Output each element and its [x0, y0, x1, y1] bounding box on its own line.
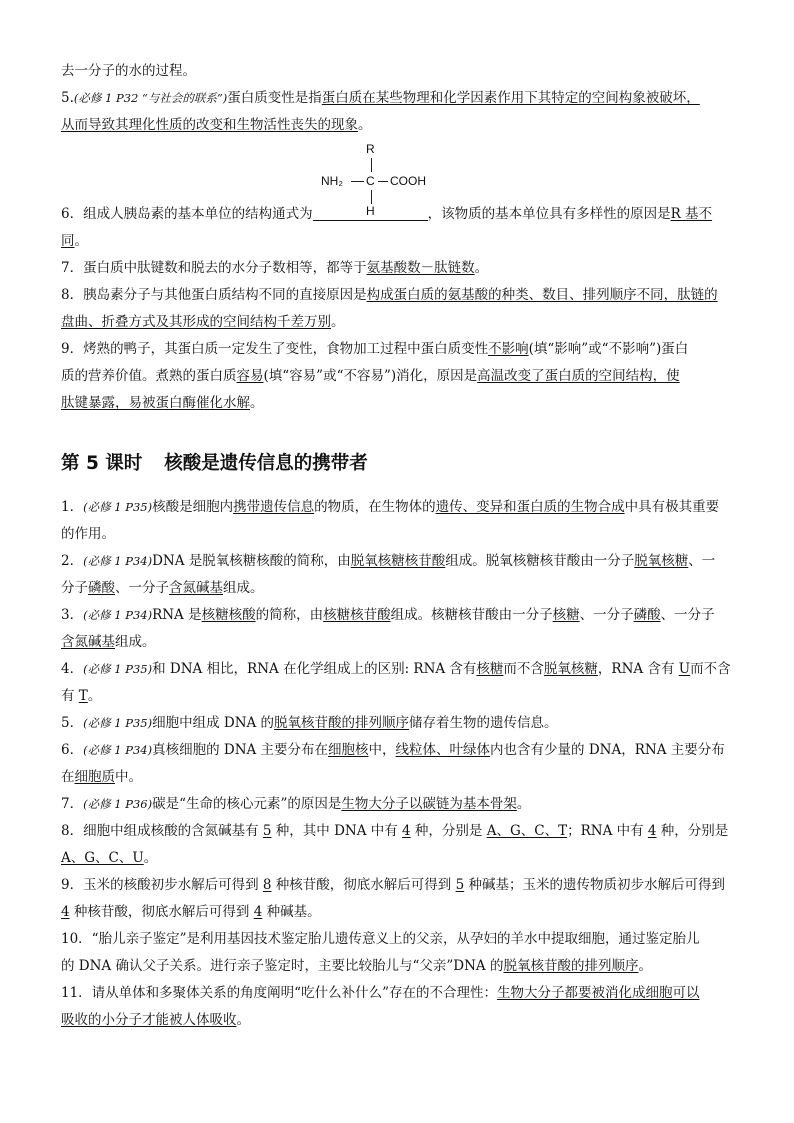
- underlined-answer: 从而导致其理化性质的改变和生物活性丧失的现象: [61, 117, 358, 133]
- item-8-bases-cont: [61, 849, 741, 867]
- underlined-answer: 5: [455, 877, 465, 893]
- textbook-reference: (必修 1 P34): [83, 554, 153, 568]
- bond-line: [371, 190, 372, 204]
- text-span: 6．: [61, 742, 84, 758]
- item-4: [61, 660, 741, 678]
- text-span: 真核细胞的 DNA 主要分布在: [152, 742, 329, 758]
- item-11-eat-what: [61, 984, 741, 1002]
- item-9-corn-cont: [61, 903, 741, 921]
- text-span: 组成。核糖核苷酸由一分子: [390, 607, 553, 623]
- text-span: 去一分子的水的过程。: [61, 63, 196, 79]
- text-span: R: [366, 142, 375, 156]
- underlined-answer: 含氮碱基: [169, 580, 223, 596]
- underlined-answer: 核糖: [476, 661, 504, 677]
- underlined-answer: 同: [61, 233, 75, 249]
- text-span: COOH: [390, 174, 426, 188]
- text-span: 蛋白质变性是指: [227, 90, 322, 106]
- text-span: H: [366, 204, 375, 218]
- text-span: 在: [61, 769, 75, 785]
- text-span: 。: [516, 796, 531, 812]
- item-5-cont: [61, 116, 741, 134]
- text-span: RNA 是: [152, 607, 202, 623]
- text-span: 内也含有少量的 DNA，RNA 主要分布: [490, 742, 725, 758]
- text-span: 种核苷酸，彻底水解后可得到: [69, 904, 254, 920]
- underlined-answer: 4: [253, 904, 263, 920]
- underlined-answer: 携带遗传信息: [233, 499, 315, 515]
- text-span: 种，分别是: [656, 823, 729, 839]
- lesson-number: 第 5 课时: [61, 453, 143, 474]
- text-span: 种核苷酸，彻底水解后可得到: [271, 877, 456, 893]
- text-span: 种，分别是: [410, 823, 487, 839]
- underlined-answer: 氨基酸数－肽链数: [366, 260, 475, 276]
- item-4-cont: [61, 687, 741, 705]
- item-5-dna-info: [61, 714, 741, 732]
- text-span: 组成。: [223, 580, 264, 596]
- item-9-corn: [61, 876, 741, 894]
- lesson-heading: [61, 449, 368, 475]
- item-3: [61, 606, 741, 624]
- bond-line: [371, 158, 372, 172]
- underlined-answer: 磷酸: [633, 607, 661, 623]
- underlined-answer: 不影响: [488, 341, 529, 357]
- underlined-answer: 细胞核: [328, 742, 369, 758]
- textbook-reference: (必修 1 P36): [83, 797, 153, 811]
- text-span: 8．胰岛素分子与其他蛋白质结构不同的直接原因是: [61, 287, 367, 303]
- item-7-peptide-bonds: [61, 259, 741, 277]
- underlined-answer: 磷酸: [88, 580, 115, 596]
- text-span: 、一: [688, 553, 716, 569]
- item-8-cont: [61, 313, 741, 331]
- item-5-denaturation: [61, 89, 741, 107]
- text-span: ，RNA 含有: [597, 661, 679, 677]
- text-span: 8．细胞中组成核酸的含氮碱基有: [61, 823, 263, 839]
- text-span: ，该物质的基本单位具有多样性的原因是: [427, 206, 671, 222]
- answer-blank: [313, 206, 428, 221]
- underlined-answer: 脱氧核糖: [634, 553, 689, 569]
- text-span: 。: [236, 1012, 250, 1028]
- item-8-insulin-structure: [61, 286, 741, 304]
- item-9-roast-duck: [61, 340, 741, 358]
- item-2-cont: [61, 579, 741, 597]
- item-11-eat-what-cont: [61, 1011, 741, 1029]
- text-span: 种碱基。: [262, 904, 321, 920]
- text-span: 储存着生物的遗传信息。: [409, 715, 558, 731]
- text-span: 。: [74, 233, 88, 249]
- underlined-answer: 容易: [236, 368, 264, 384]
- text-span: 和 DNA 相比，RNA 在化学组成上的区别: RNA 含有: [152, 661, 477, 677]
- text-span: 6．组成人胰岛素的基本单位的结构通式为: [61, 206, 313, 222]
- text-span: 、一分子: [660, 607, 715, 623]
- text-span: 分子: [61, 580, 88, 596]
- text-span: 而不含: [503, 661, 544, 677]
- text-span: 9．玉米的核酸初步水解后可得到: [61, 877, 263, 893]
- text-span: 细胞中组成 DNA 的: [152, 715, 275, 731]
- lesson-title: 核酸是遗传信息的携带者: [164, 453, 368, 474]
- text-span: 中，: [368, 742, 396, 758]
- text-span: 。: [87, 688, 102, 704]
- underlined-answer: 肽键暴露，易被蛋白酶催化水解: [61, 395, 250, 411]
- textbook-reference: (必修 1 P34): [83, 608, 153, 622]
- underlined-answer: 核糖: [552, 607, 580, 623]
- text-span: 5.: [61, 90, 74, 106]
- text-span: 5．: [61, 715, 84, 731]
- item-1-cont: [61, 525, 741, 543]
- item-9-cont2: [61, 394, 741, 412]
- text-span: 核酸是细胞内: [152, 499, 234, 515]
- underlined-answer: 构成蛋白质的氨基酸的种类、数目、排列顺序不同，肽链的: [366, 287, 718, 303]
- text-span: 质的营养价值。煮熟的蛋白质: [61, 368, 237, 384]
- underlined-answer: A、G、C、T: [486, 823, 568, 839]
- underlined-answer: 细胞质: [74, 769, 115, 785]
- text-span: 、一分子: [115, 580, 169, 596]
- item-2: [61, 552, 741, 570]
- underlined-answer: 5: [262, 823, 272, 839]
- text-span: 中。: [115, 769, 142, 785]
- text-span: (填“影响”或“不影响”)蛋白: [528, 341, 689, 357]
- text-span: 中具有极其重要: [624, 499, 720, 515]
- underlined-answer: R 基不: [670, 206, 713, 222]
- underlined-answer: 脱氧核糖: [543, 661, 598, 677]
- text-span: 10．“胎儿亲子鉴定”是利用基因技术鉴定胎儿遗传意义上的父亲，从孕妇的羊水中提取细胞，通过鉴定胎儿: [61, 931, 700, 947]
- item-6-insulin-unit: [61, 205, 741, 223]
- text-span: 11．请从单体和多聚体关系的角度阐明“吃什么补什么”存在的不合理性：: [61, 985, 497, 1001]
- item-9-cont: [61, 367, 741, 385]
- textbook-reference: (必修 1 P35): [83, 500, 153, 514]
- text-span: 有: [61, 688, 79, 704]
- underlined-answer: 4: [61, 904, 70, 920]
- underlined-answer: 脱氧核苷酸的排列顺序: [274, 715, 410, 731]
- underlined-answer: U: [678, 661, 691, 677]
- textbook-reference: (必修 1 P32 “与社会的联系”): [73, 91, 228, 105]
- underlined-answer: 4: [647, 823, 657, 839]
- textbook-reference: (必修 1 P35): [83, 716, 153, 730]
- text-span: 7．: [61, 796, 84, 812]
- text-span: 。: [143, 850, 158, 866]
- text-span: 而不含: [690, 661, 731, 677]
- underlined-answer: 高温改变了蛋白质的空间结构，使: [477, 368, 680, 384]
- bond-line: [378, 181, 388, 182]
- text-span: 。: [331, 314, 345, 330]
- underlined-answer: 盘曲、折叠方式及其形成的空间结构千差万别: [61, 314, 331, 330]
- underlined-answer: 吸收的小分子才能被人体吸收: [61, 1012, 237, 1028]
- item-6-distribution: [61, 741, 741, 759]
- underlined-answer: 生物大分子都要被消化成细胞可以: [496, 985, 700, 1001]
- text-span: 4．: [61, 661, 84, 677]
- underlined-answer: 核糖核苷酸: [323, 607, 391, 623]
- textbook-reference: (必修 1 P35): [83, 662, 153, 676]
- text-span: 2．: [61, 553, 84, 569]
- text-span: 3．: [61, 607, 84, 623]
- text-span: ；RNA 中有: [567, 823, 648, 839]
- underlined-answer: 含氮碱基: [61, 634, 115, 650]
- underlined-answer: 遗传、变异和蛋白质的生物合成: [435, 499, 625, 515]
- text-span: 7．蛋白质中肽键数和脱去的水分子数相等，都等于: [61, 260, 367, 276]
- underlined-answer: 蛋白质在某些物理和化学因素作用下其特定的空间构象被破坏，: [321, 90, 700, 106]
- underlined-answer: 生物大分子以碳链为基本骨架: [341, 796, 517, 812]
- textbook-reference: (必修 1 P34): [83, 743, 153, 757]
- text-span: 的作用。: [61, 526, 115, 542]
- text-span: 的物质，在生物体的: [314, 499, 436, 515]
- text-span: 。: [358, 117, 372, 133]
- item-3-cont: [61, 633, 741, 651]
- text-span: 的简称，由: [255, 607, 324, 623]
- item-7-carbon: [61, 795, 741, 813]
- item-10-paternity-cont: [61, 957, 741, 975]
- underlined-answer: 线粒体、叶绿体: [395, 742, 491, 758]
- text-span: 种碱基；玉米的遗传物质初步水解后可得到: [464, 877, 725, 893]
- text-span: 。: [474, 260, 489, 276]
- line-water-removal: [61, 62, 741, 80]
- text-span: 组成。脱氧核糖核苷酸由一分子: [445, 553, 635, 569]
- text-span: 9．烤熟的鸭子，其蛋白质一定发生了变性，食物加工过程中蛋白质变性: [61, 341, 489, 357]
- underlined-answer: T: [78, 688, 88, 704]
- item-6-distribution-cont: [61, 768, 741, 786]
- underlined-answer: 8: [262, 877, 272, 893]
- item-8-bases: [61, 822, 741, 840]
- text-span: DNA 是脱氧核糖核酸的简称，由: [152, 553, 351, 569]
- text-span: C: [366, 174, 375, 188]
- underlined-answer: 脱氧核糖核苷酸: [350, 553, 446, 569]
- text-span: 。: [250, 395, 264, 411]
- text-span: 碳是“生命的核心元素”的原因是: [152, 796, 342, 812]
- underlined-answer: 4: [402, 823, 411, 839]
- text-span: (填“容易”或“不容易”)消化，原因是: [263, 368, 478, 384]
- text-span: NH₂: [321, 174, 343, 188]
- underlined-answer: A、G、C、U: [61, 850, 144, 866]
- underlined-answer: 核糖核酸: [201, 607, 256, 623]
- text-span: 种，其中 DNA 中有: [271, 823, 403, 839]
- item-1: [61, 498, 741, 516]
- text-span: 的 DNA 确认父子关系。进行亲子鉴定时，主要比较胎儿与“父亲”DNA 的: [61, 958, 504, 974]
- text-span: 组成。: [115, 634, 156, 650]
- text-span: 1．: [61, 499, 84, 515]
- bond-line: [351, 181, 364, 182]
- underlined-answer: 脱氧核苷酸的排列顺序: [503, 958, 639, 974]
- item-10-paternity: [61, 930, 741, 948]
- item-6-cont: [61, 232, 741, 250]
- text-span: 、一分子: [579, 607, 634, 623]
- text-span: 。: [638, 958, 652, 974]
